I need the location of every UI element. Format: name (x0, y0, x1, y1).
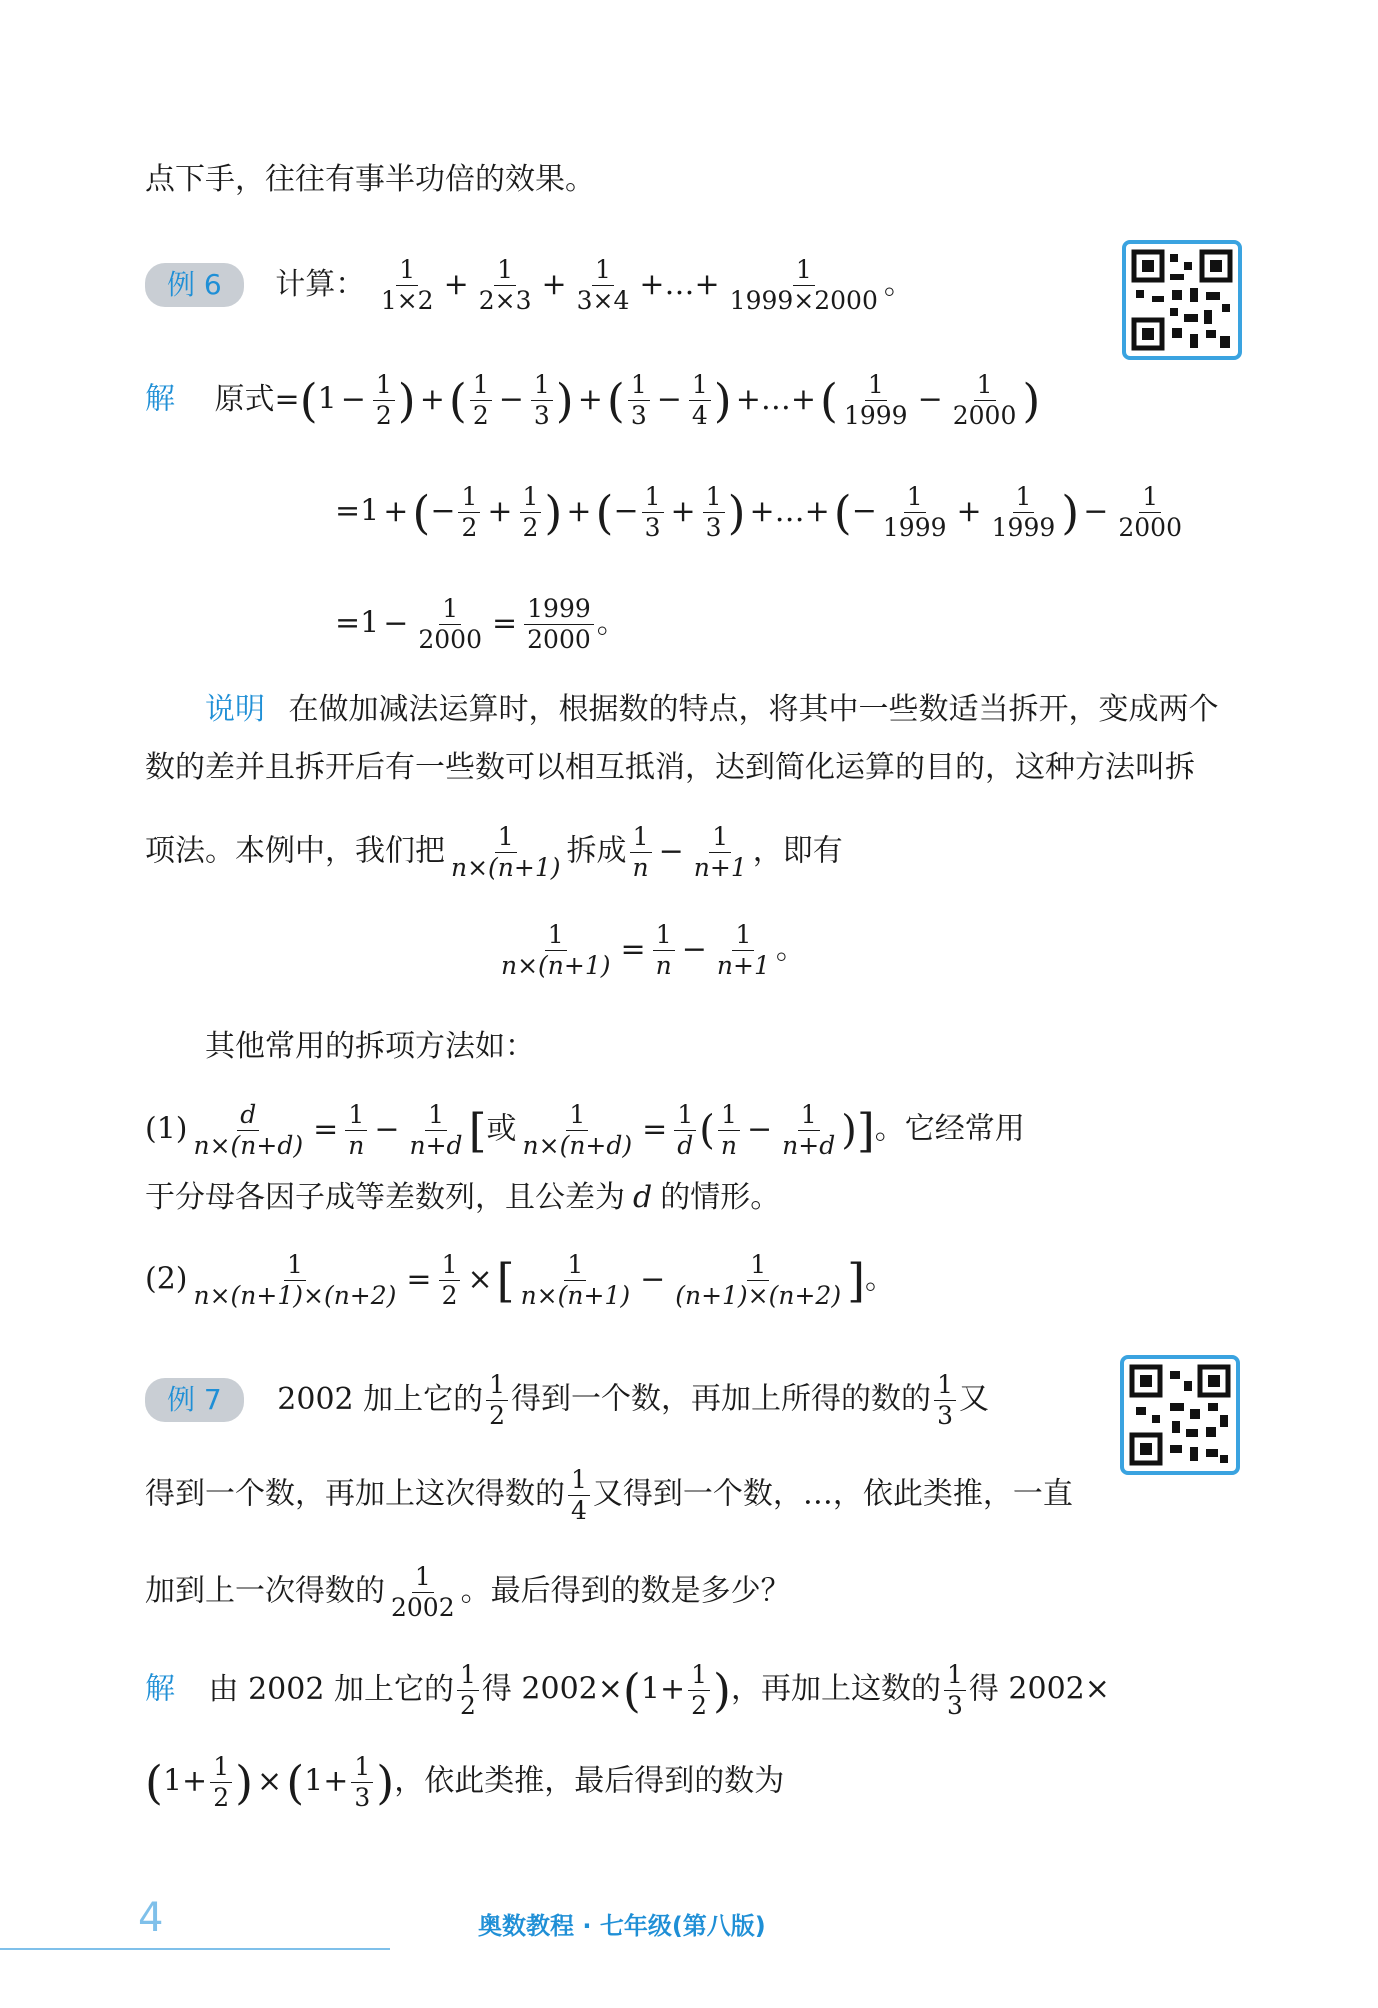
note-line-2: 数的差并且拆开后有一些数可以相互抵消，达到简化运算的目的，这种方法叫拆 (145, 750, 1195, 785)
solution-6-line-1: 解 原式=(1 − $\frac{1}{2}$ ) +( $\frac{1}{2}$ − $\frac{1}{3}$ ) +( $\frac{1}{3}$ − $\frac{1}{4}$ ) +…+( $\frac{1}{1999}$ − $\frac{1}{2000}$ ) (145, 370, 1041, 430)
note-line-1: 说明 在做加减法运算时，根据数的特点，将其中一些数适当拆开，变成两个 (205, 692, 1219, 727)
note-display-formula: $\frac{1}{n\times(n+1)}$ = $\frac{1}{n}$ − $\frac{1}{n+1}$ 。 (501, 920, 806, 980)
note-other-methods: 其他常用的拆项方法如： (205, 1029, 535, 1064)
example-7-tag: 例 7 (145, 1378, 244, 1422)
example-7-line-2: 得到一个数，再加上这次得数的 $\frac{1}{4}$ 又得到一个数，…，依此类推，一直 (145, 1465, 1073, 1525)
method-1-line-2: 于分母各因子成等差数列，且公差为 d 的情形。 (145, 1180, 781, 1215)
fraction: $\frac{1}{1999\times 2000}$ (729, 255, 878, 315)
solution-7-line-1: 解 由 2002 加上它的 $\frac{1}{2}$ 得 2002×(1+ $\frac{1}{2}$ )，再加上这数的 $\frac{1}{3}$ 得 2002× (145, 1660, 1110, 1720)
qr-code-icon[interactable] (1120, 1355, 1240, 1475)
example-6-lead: 计算： (275, 266, 366, 302)
note-line-3: 项法。本例中，我们把 $\frac{1}{n\times(n+1)}$ 拆成 $\frac{1}{n}$ − $\frac{1}{n+1}$ ，即有 (145, 822, 843, 882)
method-2: (2) $\frac{1}{n\times(n+1)\times(n+2)}$ = $\frac{1}{2}$ ×[ $\frac{1}{n\times(n+1)}$ − $\frac{1}{(n+1)\times(n+2)}$ ]。 (145, 1250, 896, 1310)
footer-divider (0, 1948, 390, 1950)
example-7-line-1: 例 7 2002 加上它的 $\frac{1}{2}$ 得到一个数，再加上所得的数的 $\frac{1}{3}$ 又 (145, 1370, 989, 1431)
solution-6-line-2: =1 +(− $\frac{1}{2}$ + $\frac{1}{2}$ ) +(− $\frac{1}{3}$ + $\frac{1}{3}$ ) +…+(− $\frac{1}{1999}$ + $\frac{1}{1999}$ ) − $\frac{1}{2000}$ (335, 482, 1182, 542)
body-text-intro: 点下手，往往有事半功倍的效果。 (145, 162, 595, 197)
solution-tag: 解 (145, 1671, 175, 1707)
footer-book-title: 奥数教程 · 七年级(第八版) (478, 1912, 766, 1940)
example-7-line-3: 加到上一次得数的 $\frac{1}{2002}$ 。最后得到的数是多少？ (145, 1562, 791, 1622)
fraction: $\frac{1}{1\times 2}$ (380, 255, 434, 315)
note-tag: 说明 (205, 692, 265, 727)
solution-7-line-2: (1+ $\frac{1}{2}$ ) ×(1+ $\frac{1}{3}$ )，依此类推，最后得到的数为 (145, 1752, 785, 1812)
fraction: $\frac{1}{2\times 3}$ (478, 255, 532, 315)
solution-6-line-3: =1 − $\frac{1}{2000}$ = $\frac{1999}{2000}$ 。 (335, 594, 627, 654)
example-6-tag: 例 6 (145, 263, 244, 307)
example-6-line: 例 6 计算： $\frac{1}{1\times 2}$ + $\frac{1}{2\times 3}$ + $\frac{1}{3\times 4}$ +…+ $\frac{1}{1999\times 2000}$ 。 (145, 255, 914, 316)
page-number: 4 (138, 1895, 164, 1941)
fraction: $\frac{1}{3\times 4}$ (576, 255, 630, 315)
qr-code-icon[interactable] (1122, 240, 1242, 360)
method-1: (1) $\frac{d}{n\times(n+d)}$ = $\frac{1}{n}$ − $\frac{1}{n+d}$ [或 $\frac{1}{n\times(n+d)}$ = $\frac{1}{d}$ ( $\frac{1}{n}$ − $\frac{1}{n+d}$ )]。它经常用 (145, 1100, 1025, 1160)
solution-tag: 解 (145, 381, 175, 417)
